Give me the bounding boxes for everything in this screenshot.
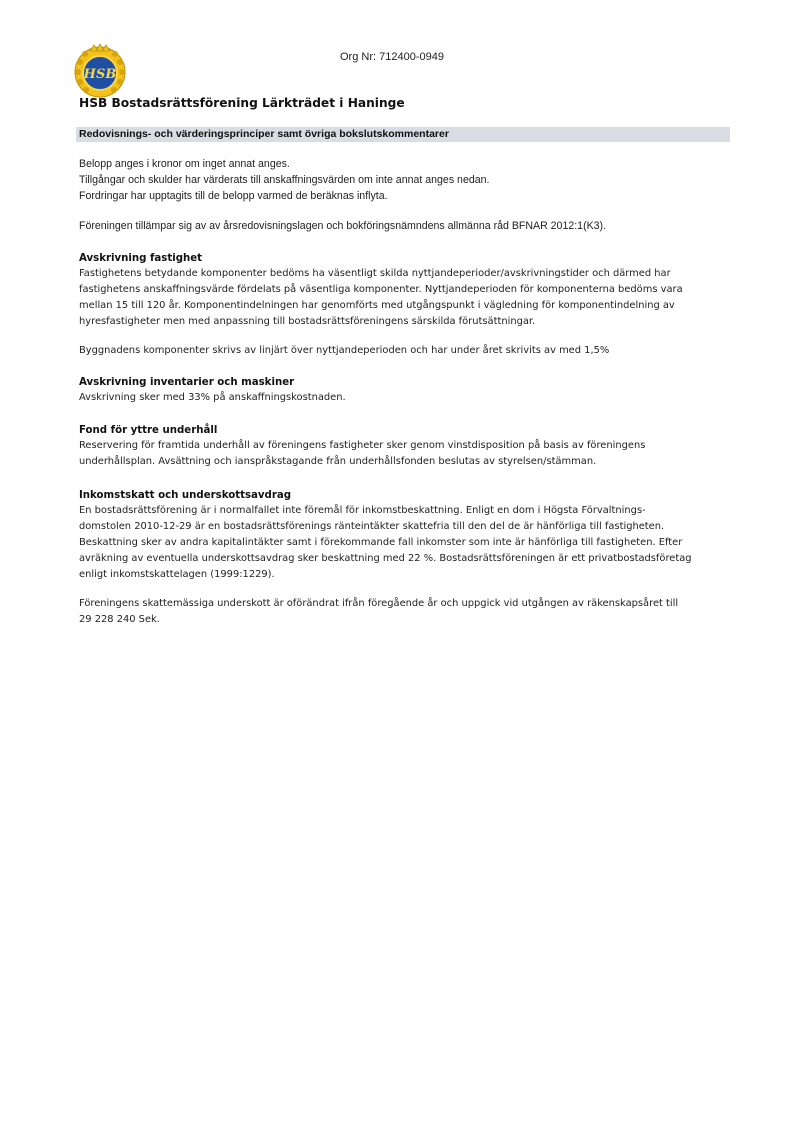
hsb-logo: [72, 42, 128, 98]
section-fond: [79, 423, 739, 470]
section-header-bar: [76, 127, 730, 142]
body-line: mellan 15 till 120 år. Komponentindelningen har genomförts med utgångspunkt i vägledning för komponentindelning av: [79, 300, 675, 311]
body-line: 29 228 240 Sek.: [79, 614, 160, 625]
org-number: Org Nr: 712400-0949: [340, 51, 444, 63]
framework-line: Föreningen tillämpar sig av av årsredovisningslagen och bokföringsnämndens allmänna råd BFNAR 2012:1(K3).: [79, 220, 607, 232]
intro-line: Belopp anges i kronor om inget annat anges.: [79, 158, 290, 170]
svg-text:HSB: HSB: [83, 67, 117, 82]
body-line: underhållsplan. Avsättning och ianspråkstagande från underhållsfonden beslutas av styrelsen/stämman.: [79, 456, 597, 467]
section-avskrivning-inventarier: [79, 375, 739, 406]
body-line: Byggnadens komponenter skrivs av linjärt över nyttjandeperioden och har under året skrivits av med 1,5%: [79, 345, 610, 356]
intro-paragraph: [79, 156, 739, 204]
body-line: Avskrivning sker med 33% på anskaffningskostnaden.: [79, 392, 346, 403]
body-line: enligt inkomstskattelagen (1999:1229).: [79, 569, 275, 580]
section-title: Redovisnings- och värderingsprinciper samt övriga bokslutskommentarer: [79, 128, 449, 140]
body-line: Beskattning sker av andra kapitalintäkter samt i förekommande fall inkomster som inte är hänförliga till fastigheten. Efter: [79, 537, 683, 548]
body-line: fastighetens anskaffningsvärde fördelats på väsentliga komponenter. Nyttjandeperioden för komponenterna bedöms vara: [79, 284, 683, 295]
body-line: hyresfastigheter men med anpassning till bostadsrättsföreningens särskilda förutsättningar.: [79, 316, 536, 327]
heading-avskrivning-inventarier: Avskrivning inventarier och maskiner: [79, 377, 295, 388]
heading-fond: Fond för yttre underhåll: [79, 425, 218, 436]
intro-line: Fordringar har upptagits till de belopp varmed de beräknas inflyta.: [79, 190, 388, 202]
section-avskrivning-fastighet: [79, 251, 739, 330]
framework-paragraph: [79, 218, 739, 234]
body-line: domstolen 2010-12-29 är en bostadsrättsförenings ränteintäkter skattefria till den del de är hänförliga till fastigheten.: [79, 521, 665, 532]
section-inkomstskatt: [79, 488, 739, 583]
body-line: Reservering för framtida underhåll av föreningens fastigheter sker genom vinstdisposition på basis av föreningens: [79, 440, 646, 451]
intro-line: Tillgångar och skulder har värderats till anskaffningsvärden om inte annat anges nedan.: [79, 174, 490, 186]
association-title: HSB Bostadsrättsförening Lärkträdet i Haninge: [79, 96, 405, 110]
body-line: Fastighetens betydande komponenter bedöms ha väsentligt skilda nyttjandeperioder/avskrivningstider och därmed har: [79, 268, 671, 279]
byggnad-paragraph: [79, 343, 739, 359]
body-line: avräkning av eventuella underskottsavdrag sker beskattning med 22 %. Bostadsrättsföreningen är ett privatbostadsföretag: [79, 553, 692, 564]
body-line: En bostadsrättsförening är i normalfallet inte föremål för inkomstbeskattning. Enligt en dom i Högsta Förvaltnings-: [79, 505, 646, 516]
body-line: Föreningens skattemässiga underskott är oförändrat ifrån föregående år och uppgick vid utgången av räkenskapsåret till: [79, 598, 679, 609]
heading-avskrivning-fastighet: Avskrivning fastighet: [79, 253, 203, 264]
underskott-paragraph: [79, 596, 739, 628]
heading-inkomstskatt: Inkomstskatt och underskottsavdrag: [79, 490, 292, 501]
